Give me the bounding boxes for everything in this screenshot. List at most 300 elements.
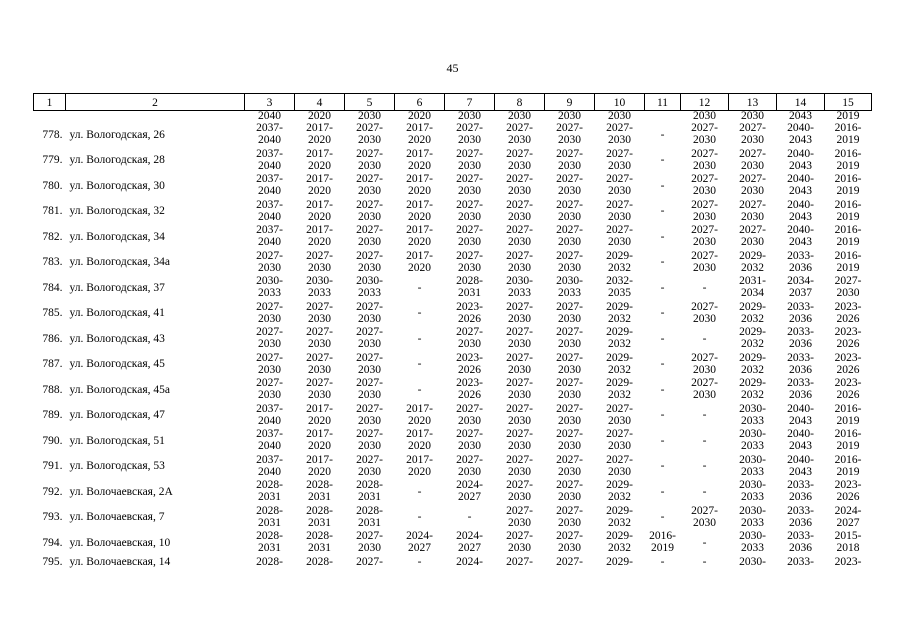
period-cell bbox=[595, 122, 645, 148]
period-cell bbox=[681, 122, 729, 148]
column-header-1: 1 bbox=[34, 94, 66, 111]
period-cell bbox=[445, 428, 495, 454]
period-line: 2036 bbox=[789, 363, 812, 376]
period-line: 2027- bbox=[506, 351, 533, 364]
period-cell bbox=[777, 530, 825, 556]
period-line: 2017- bbox=[406, 402, 433, 415]
period-cell bbox=[645, 403, 681, 429]
row-number: 786. bbox=[42, 332, 63, 345]
period-cell bbox=[395, 479, 445, 505]
period-cell bbox=[681, 224, 729, 250]
period-line: 2033 bbox=[741, 516, 764, 529]
period-line: 2040 bbox=[258, 159, 281, 172]
period-line: 2030 bbox=[558, 363, 581, 376]
period-line: 2030- bbox=[306, 275, 333, 287]
period-line: 2027- bbox=[691, 377, 718, 389]
period-cell bbox=[545, 122, 595, 148]
period-cell bbox=[729, 377, 777, 403]
table-row bbox=[34, 428, 872, 454]
period-cell bbox=[395, 403, 445, 429]
period-line: 2030 bbox=[558, 312, 581, 325]
period-line: 2017- bbox=[406, 198, 433, 211]
period-line: 2027- bbox=[506, 173, 533, 185]
period-cell bbox=[825, 403, 872, 429]
period-cell bbox=[545, 326, 595, 352]
period-line: 2027- bbox=[456, 173, 483, 185]
period-cell bbox=[595, 352, 645, 378]
period-line: 2027- bbox=[556, 504, 583, 517]
period-line: - bbox=[660, 555, 665, 568]
period-line: 2035 bbox=[608, 287, 631, 299]
period-cell bbox=[295, 377, 345, 403]
table-row bbox=[34, 224, 872, 250]
period-line: 2028- bbox=[456, 275, 483, 287]
period-line: 2027- bbox=[456, 453, 483, 466]
period-line: 2030 bbox=[508, 363, 531, 376]
period-cell bbox=[777, 454, 825, 480]
period-line: 2033 bbox=[741, 542, 764, 554]
period-line: - bbox=[660, 358, 665, 371]
period-line: 2030 bbox=[458, 210, 481, 223]
period-cell bbox=[295, 122, 345, 148]
period-cell bbox=[345, 530, 395, 556]
address-cell: ул. Вологодская, 34а bbox=[69, 256, 170, 269]
period-line: - bbox=[660, 332, 665, 345]
period-line: 2017- bbox=[406, 249, 433, 262]
period-line: 2027- bbox=[556, 402, 583, 415]
period-line: 2019 bbox=[836, 440, 860, 452]
period-line: 2030 bbox=[608, 185, 631, 197]
period-line: 2030 bbox=[558, 185, 581, 197]
period-line: 2032 bbox=[741, 389, 764, 401]
period-line: 2030 bbox=[508, 465, 531, 478]
period-cell bbox=[645, 479, 681, 505]
period-line: 2017- bbox=[406, 173, 433, 185]
period-line: 2029- bbox=[606, 351, 633, 364]
table-row bbox=[34, 173, 872, 199]
period-line: 2024- bbox=[456, 555, 483, 568]
period-cell bbox=[595, 173, 645, 199]
period-line: - bbox=[417, 332, 422, 345]
period-line: 2027- bbox=[556, 326, 583, 338]
period-cell bbox=[595, 326, 645, 352]
period-line: 2030 bbox=[258, 389, 281, 401]
period-line: 2030 bbox=[358, 159, 381, 172]
period-cell bbox=[645, 352, 681, 378]
period-line: 2017- bbox=[306, 224, 333, 236]
period-line: 2032 bbox=[741, 312, 764, 325]
period-line: 2028- bbox=[356, 504, 383, 517]
period-cell bbox=[545, 377, 595, 403]
period-line: 2032 bbox=[608, 542, 631, 554]
period-line: 2030 bbox=[308, 261, 331, 274]
period-line: 2020 bbox=[408, 465, 431, 478]
period-line: 2027- bbox=[691, 224, 718, 236]
period-cell bbox=[681, 505, 729, 531]
period-cell bbox=[729, 301, 777, 327]
period-cell bbox=[645, 377, 681, 403]
period-line: 2017- bbox=[306, 147, 333, 160]
period-line: 2019 bbox=[836, 236, 860, 248]
period-cell bbox=[395, 377, 445, 403]
table-row bbox=[34, 352, 872, 378]
column-header-5: 5 bbox=[345, 94, 395, 111]
period-line: 2016- bbox=[834, 173, 862, 185]
period-line: 2033- bbox=[787, 504, 814, 517]
period-line: - bbox=[417, 555, 422, 568]
period-line: 2030 bbox=[358, 210, 381, 223]
period-line: 2020 bbox=[408, 134, 431, 146]
period-cell bbox=[395, 173, 445, 199]
period-line: - bbox=[417, 307, 422, 320]
period-cell bbox=[729, 530, 777, 556]
period-cell bbox=[545, 352, 595, 378]
table-row bbox=[34, 403, 872, 429]
period-line: 2033- bbox=[787, 249, 814, 262]
period-line: - bbox=[660, 460, 665, 473]
period-cell bbox=[545, 505, 595, 531]
address-cell: ул. Вологодская, 32 bbox=[69, 205, 165, 218]
period-line: 2020 bbox=[408, 440, 431, 452]
period-line: 2028- bbox=[256, 555, 283, 568]
period-cell bbox=[245, 250, 295, 276]
period-cell bbox=[825, 122, 872, 148]
period-line: 2033- bbox=[787, 377, 814, 389]
column-header-12: 12 bbox=[681, 94, 729, 111]
period-line: 2019 bbox=[836, 414, 860, 427]
period-line: 2027- bbox=[456, 224, 483, 236]
period-cell bbox=[295, 530, 345, 556]
table-row bbox=[34, 301, 872, 327]
period-line: 2030 bbox=[458, 185, 481, 197]
period-cell bbox=[729, 352, 777, 378]
period-line: 2027- bbox=[556, 224, 583, 236]
period-cell bbox=[395, 428, 445, 454]
period-line: 2027- bbox=[356, 300, 383, 313]
period-line: - bbox=[702, 332, 707, 345]
period-line: 2027- bbox=[506, 198, 533, 211]
period-cell bbox=[245, 377, 295, 403]
period-line: 2030 bbox=[308, 389, 331, 401]
period-line: 2027- bbox=[456, 326, 483, 338]
period-line: 2027- bbox=[506, 530, 533, 542]
period-cell bbox=[545, 148, 595, 174]
period-cell bbox=[345, 352, 395, 378]
period-line: 2030 bbox=[608, 210, 631, 223]
period-line: 2030 bbox=[693, 159, 716, 172]
period-line: 2023- bbox=[834, 351, 862, 364]
period-line: 2029- bbox=[606, 249, 633, 262]
period-line: 2024- bbox=[406, 530, 433, 542]
period-line: 2016- bbox=[834, 147, 862, 160]
period-line: 2020 bbox=[408, 185, 431, 197]
period-line: 2030 bbox=[693, 389, 716, 401]
period-line: 2030 bbox=[358, 134, 381, 146]
period-line: 2043 bbox=[789, 236, 812, 248]
period-line: 2033- bbox=[787, 555, 814, 568]
period-cell bbox=[729, 556, 777, 570]
period-line: 2030 bbox=[608, 465, 631, 478]
period-cell bbox=[245, 403, 295, 429]
period-cell bbox=[445, 122, 495, 148]
period-cell bbox=[545, 403, 595, 429]
period-line: 2030 bbox=[358, 414, 381, 427]
period-line: 2029- bbox=[606, 326, 633, 338]
period-line: 2027- bbox=[834, 275, 862, 287]
period-line: 2043 bbox=[789, 414, 812, 427]
period-line: 2027- bbox=[456, 122, 483, 134]
period-cell bbox=[245, 326, 295, 352]
period-cell bbox=[595, 530, 645, 556]
period-line: 2020 bbox=[308, 134, 331, 146]
period-line: 2017- bbox=[306, 198, 333, 211]
period-line: 2029- bbox=[739, 249, 766, 262]
period-cell bbox=[395, 530, 445, 556]
period-line: 2032 bbox=[608, 312, 631, 325]
period-cell bbox=[681, 250, 729, 276]
period-line: 2030 bbox=[458, 236, 481, 248]
period-line: - bbox=[702, 434, 707, 447]
period-cell bbox=[395, 250, 445, 276]
period-line: 2020 bbox=[408, 236, 431, 248]
period-cell bbox=[681, 428, 729, 454]
table-row bbox=[34, 505, 872, 531]
row-number: 785. bbox=[42, 307, 63, 320]
period-cell bbox=[395, 454, 445, 480]
period-line: 2030 bbox=[458, 134, 481, 146]
period-cell bbox=[645, 530, 681, 556]
carry-cell: 2030 bbox=[508, 110, 531, 122]
period-line: 2026 bbox=[458, 312, 481, 325]
period-cell bbox=[777, 173, 825, 199]
period-line: 2043 bbox=[789, 159, 812, 172]
period-line: 2028- bbox=[256, 479, 283, 491]
period-cell bbox=[729, 199, 777, 225]
period-line: 2031 bbox=[358, 491, 381, 503]
period-cell bbox=[777, 224, 825, 250]
address-cell: ул. Вологодская, 43 bbox=[69, 332, 165, 345]
period-line: 2030 bbox=[508, 542, 531, 554]
period-line: 2016- bbox=[834, 224, 862, 236]
period-line: 2019 bbox=[836, 159, 860, 172]
period-line: 2028- bbox=[256, 504, 283, 517]
period-cell bbox=[345, 428, 395, 454]
period-line: 2030 bbox=[508, 516, 531, 529]
table-row bbox=[34, 275, 872, 301]
period-line: 2037- bbox=[256, 402, 283, 415]
period-cell bbox=[777, 377, 825, 403]
period-line: 2030 bbox=[358, 389, 381, 401]
period-line: 2016- bbox=[834, 428, 862, 440]
period-line: 2036 bbox=[789, 338, 812, 350]
period-cell bbox=[295, 352, 345, 378]
period-line: 2030 bbox=[608, 236, 631, 248]
period-cell bbox=[345, 301, 395, 327]
period-cell bbox=[245, 556, 295, 570]
period-cell bbox=[245, 148, 295, 174]
period-cell bbox=[545, 173, 595, 199]
period-line: 2029- bbox=[606, 555, 633, 568]
period-cell bbox=[295, 556, 345, 570]
period-line: 2033- bbox=[787, 479, 814, 491]
period-line: 2037- bbox=[256, 224, 283, 236]
period-cell bbox=[595, 505, 645, 531]
period-line: 2019 bbox=[836, 210, 860, 223]
period-line: - bbox=[467, 511, 472, 524]
page-number: 45 bbox=[446, 61, 459, 75]
period-line: 2032 bbox=[608, 338, 631, 350]
header-row bbox=[34, 94, 872, 111]
period-cell bbox=[681, 454, 729, 480]
period-line: 2030 bbox=[558, 465, 581, 478]
period-line: 2032 bbox=[741, 363, 764, 376]
period-line: 2031 bbox=[308, 491, 331, 503]
period-line: 2032 bbox=[608, 261, 631, 274]
period-line: 2020 bbox=[308, 236, 331, 248]
period-line: 2027- bbox=[356, 453, 383, 466]
period-line: 2027- bbox=[506, 249, 533, 262]
period-line: 2027- bbox=[456, 198, 483, 211]
period-line: 2036 bbox=[789, 261, 812, 274]
row-number: 788. bbox=[42, 383, 63, 396]
period-line: 2030 bbox=[608, 414, 631, 427]
period-line: 2027- bbox=[506, 504, 533, 517]
period-cell bbox=[777, 275, 825, 301]
period-line: - bbox=[417, 485, 422, 498]
period-cell bbox=[681, 173, 729, 199]
column-header-4: 4 bbox=[295, 94, 345, 111]
period-line: 2027- bbox=[456, 249, 483, 262]
period-line: 2018 bbox=[836, 542, 860, 554]
period-line: 2030 bbox=[608, 159, 631, 172]
period-cell bbox=[345, 505, 395, 531]
period-cell bbox=[777, 301, 825, 327]
period-line: 2032 bbox=[608, 389, 631, 401]
period-line: 2023- bbox=[834, 479, 862, 491]
period-line: 2031 bbox=[358, 516, 381, 529]
row-number: 781. bbox=[42, 205, 63, 218]
period-line: - bbox=[417, 358, 422, 371]
period-line: 2016- bbox=[834, 198, 862, 211]
period-line: 2015- bbox=[834, 530, 862, 542]
period-line: 2027- bbox=[506, 147, 533, 160]
period-line: 2030 bbox=[358, 542, 381, 554]
period-line: 2030 bbox=[558, 210, 581, 223]
period-cell bbox=[495, 122, 545, 148]
period-line: 2027- bbox=[506, 555, 533, 568]
row-number: 795. bbox=[42, 555, 63, 568]
period-line: 2027- bbox=[506, 122, 533, 134]
period-cell bbox=[825, 326, 872, 352]
period-line: 2036 bbox=[789, 542, 812, 554]
period-line: 2027- bbox=[739, 198, 766, 211]
period-cell bbox=[825, 275, 872, 301]
period-line: 2027- bbox=[739, 147, 766, 160]
period-line: 2027- bbox=[739, 122, 766, 134]
period-line: 2027- bbox=[506, 453, 533, 466]
period-cell bbox=[777, 479, 825, 505]
period-line: - bbox=[660, 230, 665, 243]
period-line: 2029- bbox=[739, 326, 766, 338]
period-cell bbox=[545, 301, 595, 327]
period-line: 2027- bbox=[606, 173, 633, 185]
period-cell bbox=[245, 275, 295, 301]
carry-cell: 2030 bbox=[358, 110, 381, 122]
period-line: 2027- bbox=[691, 249, 718, 262]
period-cell bbox=[495, 556, 545, 570]
period-line: 2027- bbox=[556, 479, 583, 491]
period-cell bbox=[777, 403, 825, 429]
column-header-8: 8 bbox=[495, 94, 545, 111]
address-cell: ул. Вологодская, 45а bbox=[69, 383, 170, 396]
period-line: - bbox=[702, 485, 707, 498]
period-cell bbox=[395, 224, 445, 250]
period-line: 2034 bbox=[741, 287, 764, 299]
period-line: 2036 bbox=[789, 312, 812, 325]
period-cell bbox=[245, 352, 295, 378]
table-row bbox=[34, 199, 872, 225]
period-line: 2032- bbox=[606, 275, 633, 287]
period-line: 2040 bbox=[258, 414, 281, 427]
period-line: - bbox=[702, 460, 707, 473]
period-line: 2030 bbox=[608, 440, 631, 452]
period-line: 2040 bbox=[258, 210, 281, 223]
period-line: 2027- bbox=[556, 351, 583, 364]
period-line: 2030 bbox=[558, 516, 581, 529]
period-line: 2029- bbox=[606, 504, 633, 517]
period-cell bbox=[777, 199, 825, 225]
period-line: 2030 bbox=[308, 312, 331, 325]
period-line: 2043 bbox=[789, 134, 812, 146]
period-line: 2032 bbox=[608, 363, 631, 376]
period-cell bbox=[395, 352, 445, 378]
period-cell bbox=[777, 122, 825, 148]
carry-cell: 2030 bbox=[458, 110, 481, 122]
period-line: 2027- bbox=[606, 147, 633, 160]
period-line: 2020 bbox=[408, 261, 431, 274]
period-cell bbox=[495, 403, 545, 429]
period-cell bbox=[729, 250, 777, 276]
period-line: 2027- bbox=[256, 326, 283, 338]
table-row bbox=[34, 454, 872, 480]
period-line: 2026 bbox=[458, 363, 481, 376]
period-line: 2027- bbox=[556, 377, 583, 389]
period-line: 2030 bbox=[508, 389, 531, 401]
period-line: 2027- bbox=[506, 402, 533, 415]
address-cell: ул. Вологодская, 41 bbox=[69, 307, 165, 320]
period-cell bbox=[545, 250, 595, 276]
period-line: 2016- bbox=[834, 402, 862, 415]
period-cell bbox=[295, 173, 345, 199]
period-line: 2030 bbox=[741, 185, 764, 197]
period-line: - bbox=[417, 511, 422, 524]
period-cell bbox=[825, 173, 872, 199]
period-line: 2030 bbox=[693, 261, 716, 274]
period-line: 2040 bbox=[258, 185, 281, 197]
period-line: 2040- bbox=[787, 453, 814, 466]
period-line: 2026 bbox=[836, 389, 860, 401]
period-cell bbox=[545, 224, 595, 250]
period-line: 2023- bbox=[456, 377, 483, 389]
period-line: 2027- bbox=[556, 122, 583, 134]
period-line: 2027- bbox=[356, 428, 383, 440]
period-cell bbox=[825, 250, 872, 276]
period-line: 2027 bbox=[458, 542, 481, 554]
period-line: 2028- bbox=[356, 479, 383, 491]
period-line: 2027- bbox=[556, 173, 583, 185]
period-cell bbox=[645, 505, 681, 531]
period-line: 2030- bbox=[739, 402, 766, 415]
